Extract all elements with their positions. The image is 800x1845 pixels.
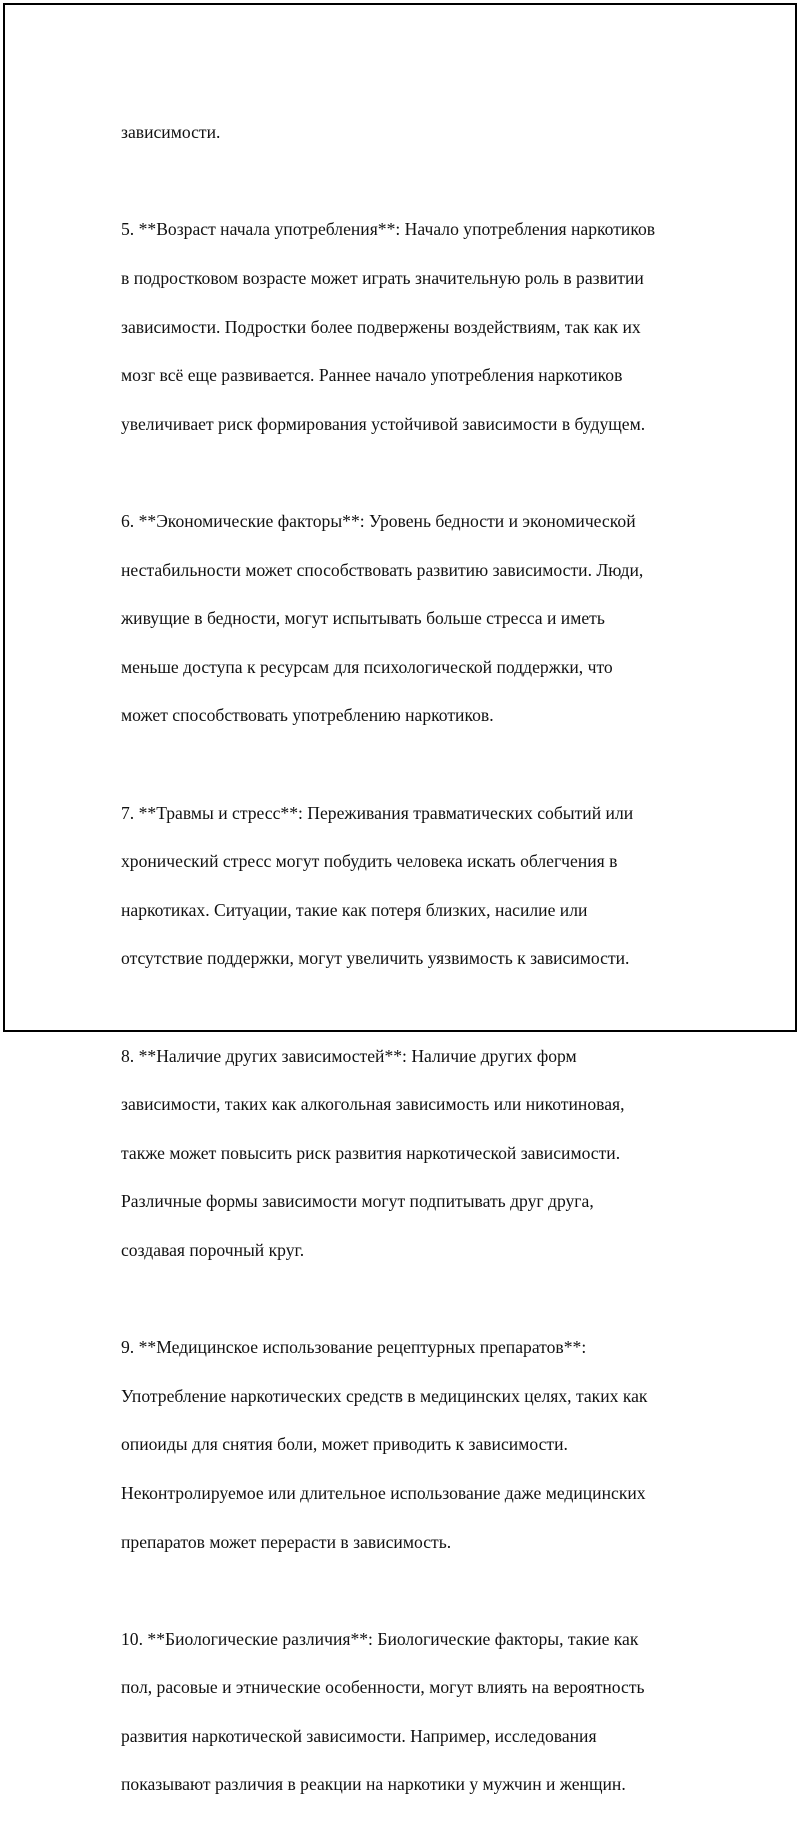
document-body — [121, 96, 721, 1845]
text-line: зависимости. — [121, 122, 221, 143]
text-line: меньше доступа к ресурсам для психологической поддержки, что — [121, 656, 613, 677]
text-line: зависимости. Подростки более подвержены воздействиям, так как их — [121, 316, 641, 337]
text-line: 7. **Травмы и стресс**: Переживания травматических событий или — [121, 802, 634, 823]
text-line: наркотиках. Ситуации, такие как потеря близких, насилие или — [121, 899, 588, 920]
paragraph-item-7 — [121, 776, 721, 995]
text-line: развития наркотической зависимости. Например, исследования — [121, 1725, 597, 1746]
paragraph-item-9 — [121, 1311, 721, 1578]
text-line: в подростковом возрасте может играть значительную роль в развитии — [121, 268, 644, 289]
paragraph-continuation — [121, 96, 721, 169]
text-line: 5. **Возраст начала употребления**: Начало употребления наркотиков — [121, 219, 656, 240]
text-line: зависимости, таких как алкогольная зависимость или никотиновая, — [121, 1094, 625, 1115]
text-line: живущие в бедности, могут испытывать больше стресса и иметь — [121, 608, 605, 629]
text-line: Неконтролируемое или длительное использование даже медицинских — [121, 1482, 646, 1503]
text-line: также может повысить риск развития наркотической зависимости. — [121, 1142, 621, 1163]
text-line: нестабильности может способствовать развитию зависимости. Люди, — [121, 559, 644, 580]
text-line: Употребление наркотических средств в медицинских целях, таких как — [121, 1385, 648, 1406]
text-line: 8. **Наличие других зависимостей**: Наличие других форм — [121, 1045, 577, 1066]
text-line: Различные формы зависимости могут подпитывать друг друга, — [121, 1191, 594, 1212]
text-line: 9. **Медицинское использование рецептурных препаратов**: — [121, 1337, 587, 1358]
text-line: мозг всё еще развивается. Раннее начало употребления наркотиков — [121, 365, 623, 386]
text-line: 10. **Биологические различия**: Биологические факторы, такие как — [121, 1628, 639, 1649]
paragraph-item-5 — [121, 193, 721, 460]
paragraph-item-8 — [121, 1019, 721, 1286]
document-page — [3, 3, 797, 1795]
text-line: опиоиды для снятия боли, может приводить к зависимости. — [121, 1434, 568, 1455]
text-line: препаратов может перерасти в зависимость. — [121, 1531, 452, 1552]
text-line: может способствовать употреблению наркотиков. — [121, 705, 494, 726]
text-line: отсутствие поддержки, могут увеличить уязвимость к зависимости. — [121, 948, 630, 969]
text-line: увеличивает риск формирования устойчивой зависимости в будущем. — [121, 413, 646, 434]
paragraph-item-10 — [121, 1602, 721, 1821]
text-line: 6. **Экономические факторы**: Уровень бедности и экономической — [121, 511, 636, 532]
text-line: показывают различия в реакции на наркотики у мужчин и женщин. — [121, 1774, 626, 1795]
paragraph-item-6 — [121, 485, 721, 752]
text-line: пол, расовые и этнические особенности, могут влиять на вероятность — [121, 1677, 645, 1698]
text-line: создавая порочный круг. — [121, 1239, 305, 1260]
text-line: хронический стресс могут побудить человека искать облегчения в — [121, 851, 618, 872]
